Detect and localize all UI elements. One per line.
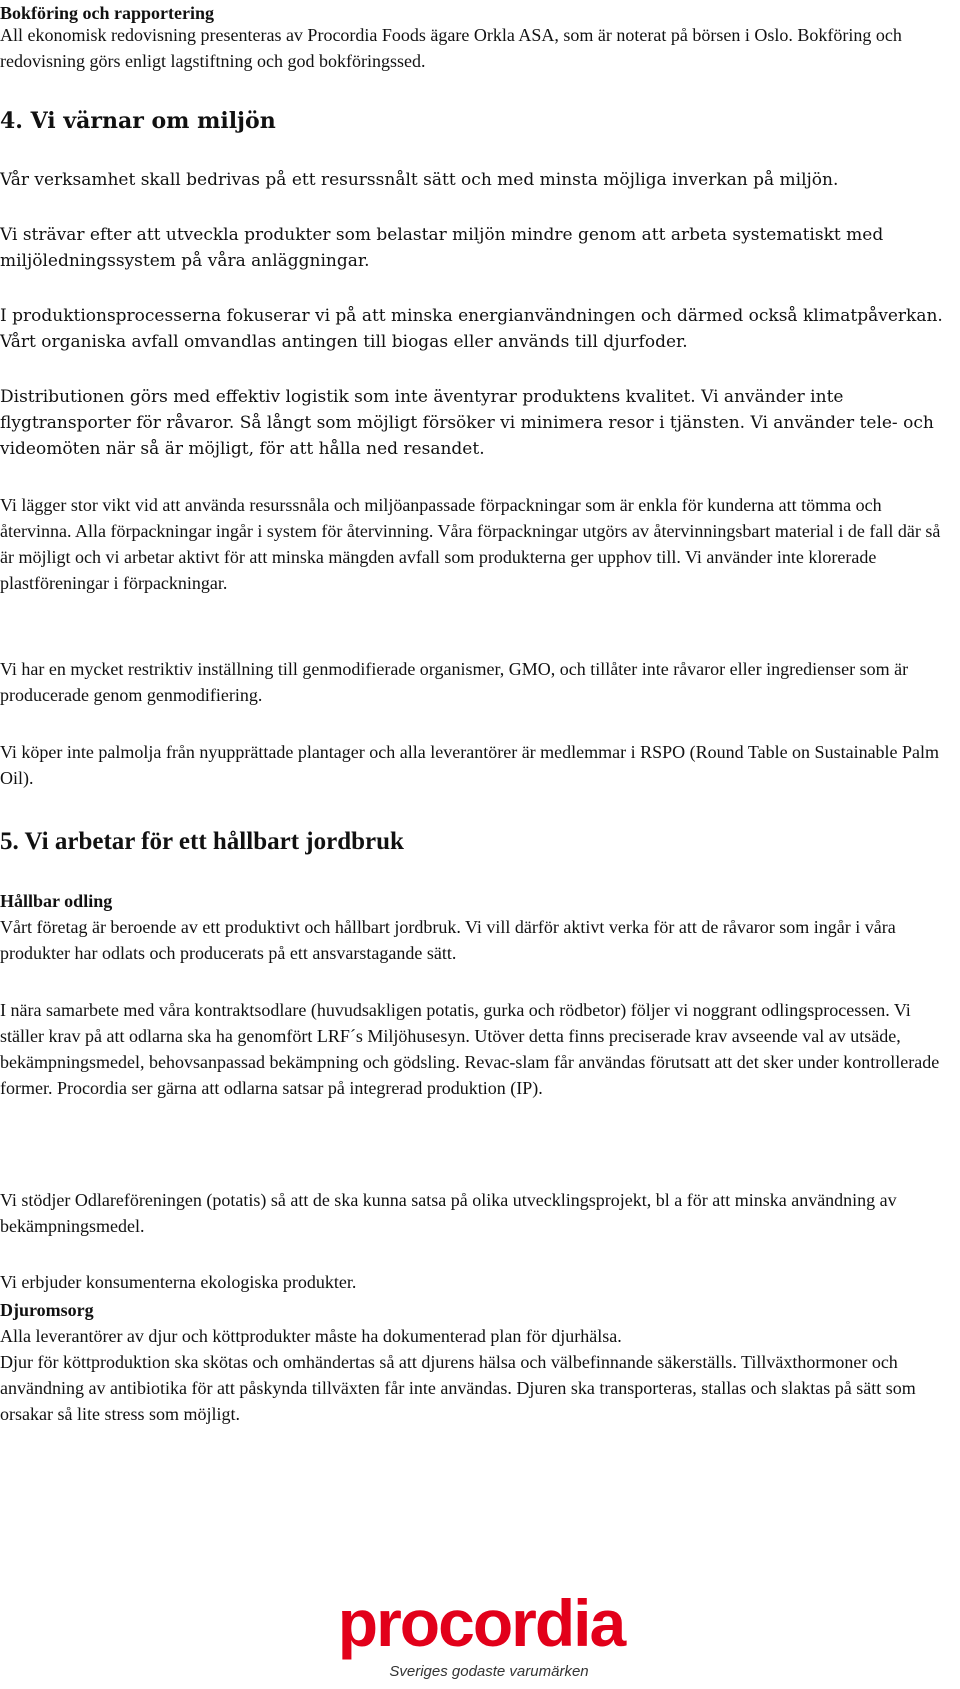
bookkeeping-heading: Bokföring och rapportering — [0, 3, 214, 23]
section-5-heading: 5. Vi arbetar för ett hållbart jordbruk — [0, 828, 404, 855]
farming-paragraph: Vi stödjer Odlareföreningen (potatis) så att de ska kunna satsa på olika utvecklingsprojekt, bl a för att minska användning av bekämpningsmedel. — [0, 1190, 897, 1236]
section-4-paragraph: Vi strävar efter att utveckla produkter som belastar miljön mindre genom att arbeta systematiskt med miljöledningssystem på våra anläggningar. — [0, 225, 884, 271]
section-4-paragraph: Distributionen görs med effektiv logistik som inte äventyrar produktens kvalitet. Vi använder inte flygtransporter för råvaror. Så långt som möjligt försöker vi minimera resor i tjänsten. Vi använder tele- och videomöten när så är möjligt, för att hålla ned resandet. — [0, 387, 934, 459]
section-4-heading: 4. Vi värnar om miljön — [0, 108, 276, 134]
animal-line: Djur för köttproduktion ska skötas och omhändertas så att djurens hälsa och välbefinnande säkerställs. Tillväxthormoner och användning av antibiotika för att påskynda tillväxten får inte användas. Djuren ska transporteras, stallas och slaktas på sätt som orsakar så lite stress som möjligt. — [0, 1352, 916, 1424]
svg-text:Sveriges godaste varumärken: Sveriges godaste varumärken — [389, 1663, 589, 1680]
procordia-logo-mark — [331, 1590, 631, 1684]
farming-paragraph: Vårt företag är beroende av ett produktivt och hållbart jordbruk. Vi vill därför aktivt verka för att de råvaror som ingår i våra produkter har odlats och producerats på ett ansvarstagande sätt. — [0, 917, 896, 963]
svg-text:procordia: procordia — [337, 1590, 625, 1660]
bookkeeping-text: All ekonomisk redovisning presenteras av Procordia Foods ägare Orkla ASA, som är noterat på börsen i Oslo. Bokföring och redovisning görs enligt lagstiftning och god bokföringssed. — [0, 25, 902, 71]
section-4-paragraph: Vi lägger stor vikt vid att använda resurssnåla och miljöanpassade förpackningar som är enkla för kunderna att tömma och återvinna. Alla förpackningar ingår i system för återvinning. Våra förpackningar utgörs av återvinningsbart material i de fall där så är möjligt och vi arbetar aktivt för att minska mängden avfall som produkterna ger upphov till. Vi använder inte klorerade plastföreningar i förpackningar. — [0, 495, 941, 593]
farming-subheading: Hållbar odling — [0, 891, 113, 911]
procordia-logo — [331, 1590, 631, 1684]
section-4-paragraph: Vi köper inte palmolja från nyupprättade plantager och alla leverantörer är medlemmar i RSPO (Round Table on Sustainable Palm Oil). — [0, 742, 940, 788]
section-4-paragraph: Vi har en mycket restriktiv inställning till genmodifierade organismer, GMO, och tillåter inte råvaror eller ingredienser som är producerade genom genmodifiering. — [0, 659, 909, 705]
farming-paragraph: Vi erbjuder konsumenterna ekologiska produkter. — [0, 1272, 357, 1292]
animal-subheading: Djuromsorg — [0, 1300, 94, 1320]
section-4-paragraph: Vår verksamhet skall bedrivas på ett resurssnålt sätt och med minsta möjliga inverkan på miljön. — [0, 170, 839, 190]
farming-paragraph: I nära samarbete med våra kontraktsodlare (huvudsakligen potatis, gurka och rödbetor) följer vi noggrant odlingsprocessen. Vi ställer krav på att odlarna ska ha genomfört LRF´s Miljöhusesyn. Utöver detta finns preciserade krav avseende val av utsäde, bekämpningsmedel, behovsanpassad bekämpning och gödsling. Revac-slam får användas förutsatt att det sker under kontrollerade former. Procordia ser gärna att odlarna satsar på integrerad produktion (IP). — [0, 1000, 940, 1098]
animal-line: Alla leverantörer av djur och köttprodukter måste ha dokumenterad plan för djurhälsa. — [0, 1326, 622, 1346]
section-4-paragraph: I produktionsprocesserna fokuserar vi på att minska energianvändningen och därmed också klimatpåverkan. Vårt organiska avfall omvandlas antingen till biogas eller används till djurfoder. — [0, 306, 943, 352]
